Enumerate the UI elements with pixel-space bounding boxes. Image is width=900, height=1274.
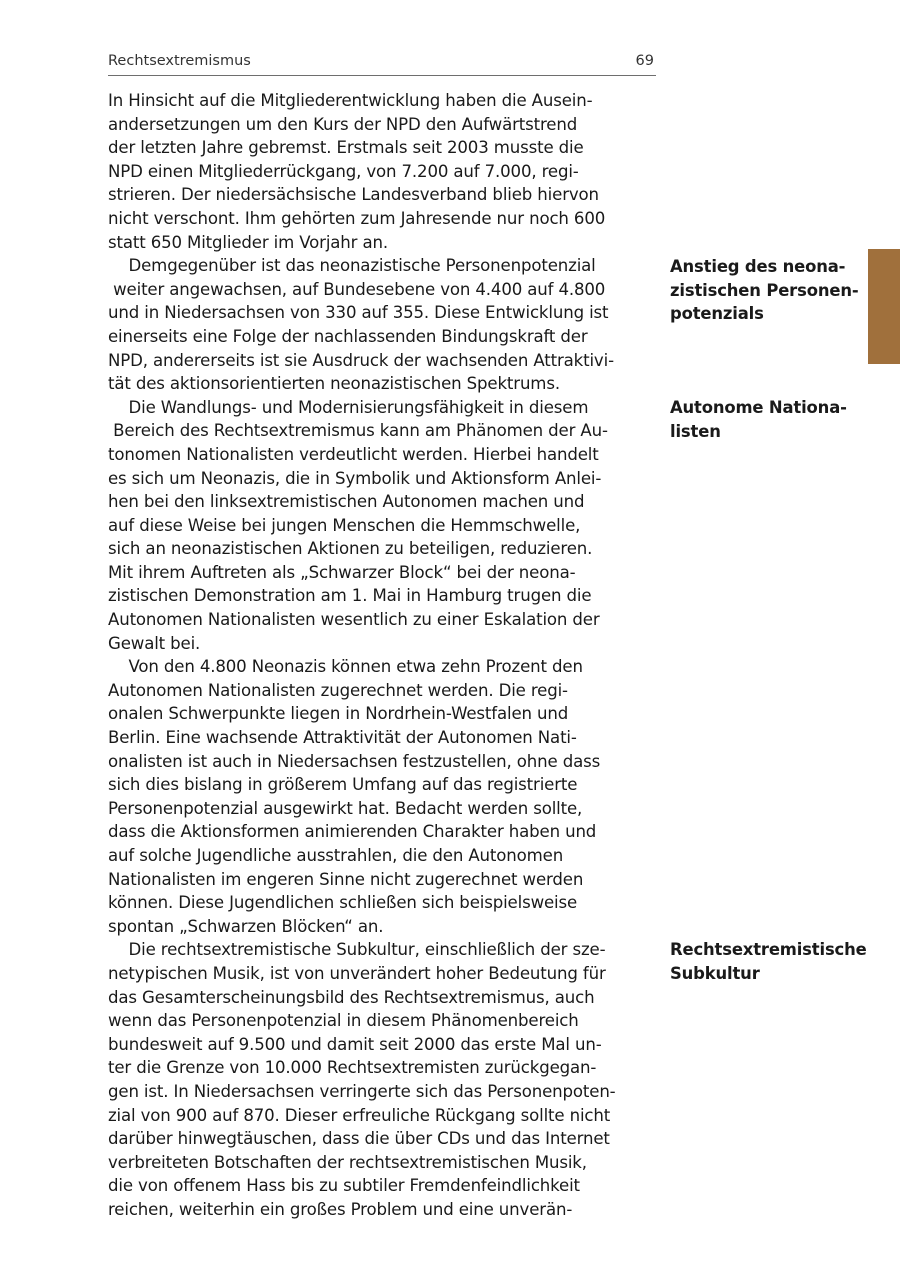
body-line: zial von 900 auf 870. Dieser erfreuliche Rückgang sollte nicht [108, 1105, 611, 1125]
body-line: netypischen Musik, ist von unverändert hoher Bedeutung für [108, 963, 606, 983]
body-line: nicht verschont. Ihm gehörten zum Jahresende nur noch 600 [108, 208, 606, 228]
body-line: sich dies bislang in größerem Umfang auf das registrierte [108, 775, 578, 795]
body-line: onalen Schwerpunkte liegen in Nordrhein-Westfalen und [108, 704, 569, 724]
chapter-thumb-tab [868, 249, 900, 364]
margin-heading-line: listen [670, 421, 721, 441]
body-line: Autonomen Nationalisten zugerechnet werden. Die regi- [108, 680, 568, 700]
body-line: einerseits eine Folge der nachlassenden Bindungskraft der [108, 326, 588, 346]
body-line: können. Diese Jugendlichen schließen sich beispielsweise [108, 893, 578, 913]
body-line: verbreiteten Botschaften der rechtsextremistischen Musik, [108, 1152, 587, 1172]
body-line: andersetzungen um den Kurs der NPD den Aufwärtstrend [108, 114, 578, 134]
body-line: Von den 4.800 Neonazis können etwa zehn Prozent den [108, 657, 583, 677]
body-line: auf diese Weise bei jungen Menschen die Hemmschwelle, [108, 515, 581, 535]
body-text [108, 89, 656, 1222]
body-line: wenn das Personenpotenzial in diesem Phänomenbereich [108, 1011, 579, 1031]
body-line: spontan „Schwarzen Blöcken“ an. [108, 916, 384, 936]
body-line: Bereich des Rechtsextremismus kann am Phänomen der Au- [108, 421, 608, 441]
body-line: sich an neonazistischen Aktionen zu beteiligen, reduzieren. [108, 539, 593, 559]
body-line: ter die Grenze von 10.000 Rechtsextremisten zurückgegan- [108, 1058, 597, 1078]
running-header [108, 53, 656, 76]
margin-heading-subkultur [670, 938, 870, 985]
body-line: Gewalt bei. [108, 633, 201, 653]
margin-heading-line: zistischen Personen- [670, 280, 859, 300]
body-line: tonomen Nationalisten verdeutlicht werden. Hierbei handelt [108, 444, 599, 464]
body-line: Mit ihrem Auftreten als „Schwarzer Block“ bei der neona- [108, 562, 576, 582]
body-line: reichen, weiterhin ein großes Problem und eine unverän- [108, 1199, 573, 1219]
body-line: Personenpotenzial ausgewirkt hat. Bedacht werden sollte, [108, 798, 583, 818]
body-line: NPD einen Mitgliederrückgang, von 7.200 auf 7.000, regi- [108, 161, 579, 181]
margin-heading-line: Anstieg des neona- [670, 257, 846, 276]
body-line: weiter angewachsen, auf Bundesebene von 4.400 auf 4.800 [108, 279, 606, 299]
margin-heading-line: potenzials [670, 304, 764, 324]
body-line: Die rechtsextremistische Subkultur, einschließlich der sze- [108, 940, 606, 960]
margin-heading-line: Rechtsextremistische [670, 940, 867, 959]
page-number: 69 [635, 53, 654, 69]
body-line: onalisten ist auch in Niedersachsen festzustellen, ohne dass [108, 751, 601, 771]
body-line: darüber hinwegtäuschen, dass die über CDs und das Internet [108, 1129, 610, 1149]
body-line: strieren. Der niedersächsische Landesverband blieb hiervon [108, 185, 599, 205]
body-line: es sich um Neonazis, die in Symbolik und Aktionsform Anlei- [108, 468, 602, 488]
running-header-title: Rechtsextremismus [108, 53, 251, 69]
body-line: bundesweit auf 9.500 und damit seit 2000 das erste Mal un- [108, 1034, 602, 1054]
body-line: zistischen Demonstration am 1. Mai in Hamburg trugen die [108, 586, 592, 606]
body-line: Demgegenüber ist das neonazistische Personenpotenzial [108, 256, 596, 276]
body-line: dass die Aktionsformen animierenden Charakter haben und [108, 822, 597, 842]
body-line: tät des aktionsorientierten neonazistischen Spektrums. [108, 374, 560, 394]
margin-heading-neonazi-potential [670, 255, 870, 326]
body-line: der letzten Jahre gebremst. Erstmals seit 2003 musste die [108, 138, 584, 158]
body-line: auf solche Jugendliche ausstrahlen, die den Autonomen [108, 846, 564, 865]
body-line: NPD, andererseits ist sie Ausdruck der wachsenden Attraktivi- [108, 350, 614, 370]
body-line: die von offenem Hass bis zu subtiler Fremdenfeindlichkeit [108, 1176, 580, 1196]
margin-heading-line: Autonome Nationa- [670, 398, 847, 417]
body-line: und in Niedersachsen von 330 auf 355. Diese Entwicklung ist [108, 303, 609, 323]
body-line: hen bei den linksextremistischen Autonomen machen und [108, 492, 585, 512]
body-line: Die Wandlungs- und Modernisierungsfähigkeit in diesem [108, 397, 589, 417]
body-line: das Gesamterscheinungsbild des Rechtsextremismus, auch [108, 987, 595, 1007]
body-line: Nationalisten im engeren Sinne nicht zugerechnet werden [108, 869, 584, 889]
body-line: Autonomen Nationalisten wesentlich zu einer Eskalation der [108, 610, 600, 630]
body-line: statt 650 Mitglieder im Vorjahr an. [108, 232, 388, 252]
body-line: gen ist. In Niedersachsen verringerte sich das Personenpoten- [108, 1081, 616, 1101]
margin-heading-autonome-nationalisten [670, 396, 870, 443]
margin-heading-line: Subkultur [670, 963, 760, 983]
body-line: Berlin. Eine wachsende Attraktivität der Autonomen Nati- [108, 728, 577, 748]
body-line: In Hinsicht auf die Mitgliederentwicklung haben die Ausein- [108, 91, 593, 110]
